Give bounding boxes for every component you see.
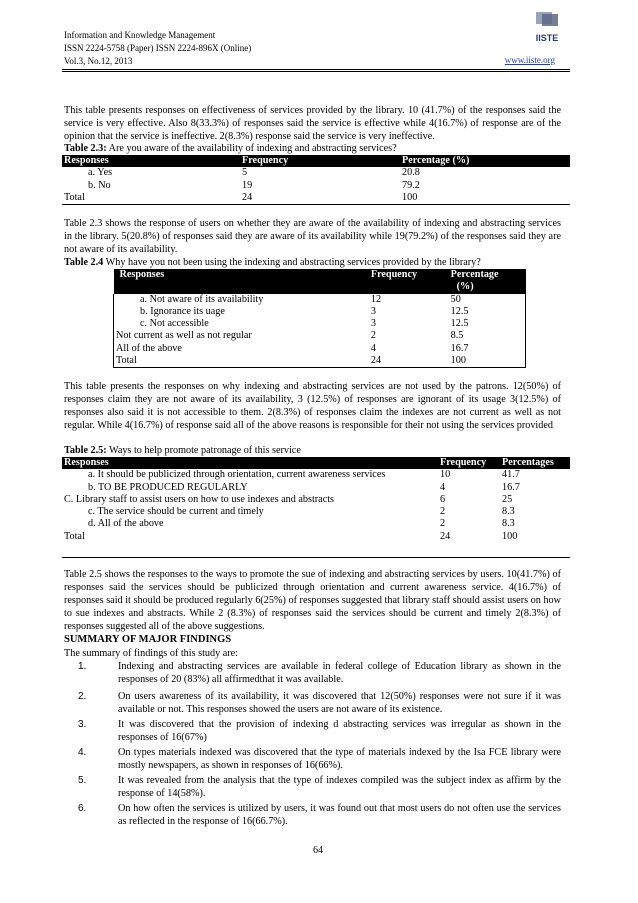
table-row	[62, 494, 570, 506]
list-item	[64, 690, 561, 716]
table-cell: 10	[440, 469, 451, 481]
column-header: Percentage (%)	[400, 155, 570, 167]
table-cell: 20.8	[402, 167, 420, 179]
table-2-3-title: Are you aware of the availability of indexing and abstracting services?	[106, 143, 397, 154]
table-cell: 4	[370, 342, 376, 354]
table-cell: 12	[370, 293, 382, 305]
paragraph-effectiveness: This table presents responses on effectiveness of services provided by the library. 10 (41.7%) of the responses said the service is very effective. Also 8(33.3%) of responses said the service is effective while 4(16.7%) of response are of the opinion that the service is ineffective. 2(8.3%) response said the service is very ineffective.	[64, 105, 561, 143]
table-total-row	[62, 531, 570, 543]
table-cell: 4	[440, 481, 446, 493]
table-cell: a. Not aware of its availability	[140, 293, 264, 305]
list-text: It was discovered that the provision of indexing d abstracting services was irregular as shown in the responses of 16(67%)	[118, 719, 561, 744]
table-cell: c. Not accessible	[140, 318, 209, 330]
table-2-5-label: Table 2.5:	[64, 445, 107, 456]
table-cell: Total	[116, 355, 137, 367]
column-header: Frequency	[240, 155, 400, 167]
list-number: 4.	[78, 747, 87, 758]
header-divider	[62, 69, 570, 70]
table-2-4-caption	[64, 256, 481, 269]
table-cell: b. No	[88, 179, 111, 191]
list-text: Indexing and abstracting services are available in federal college of Education library as shown in the responses of 20 (83%) all affirmedthat it was available.	[118, 661, 561, 686]
list-item	[64, 746, 561, 772]
table-cell: Not current as well as not regular	[116, 330, 252, 342]
table-cell: 100	[402, 191, 418, 203]
page-number: 64	[313, 845, 323, 856]
list-number: 2.	[78, 691, 87, 702]
table-cell: 3	[370, 318, 376, 330]
table-cell: 24	[242, 191, 253, 203]
table-total-row	[114, 355, 526, 368]
table-cell: 12.5	[450, 318, 469, 330]
table-cell: 8.3	[502, 506, 515, 518]
table-cell: c. The service should be current and timely	[88, 506, 264, 518]
table-cell: b. Ignorance its uage	[140, 305, 225, 317]
column-header: Frequency	[369, 269, 449, 294]
table-cell: b. TO BE PRODUCED REGULARLY	[88, 481, 248, 493]
column-header: Responses	[62, 155, 240, 167]
table-cell: 2	[370, 330, 376, 342]
table-2-4	[113, 269, 526, 368]
table-row	[62, 506, 570, 518]
table-2-3	[62, 155, 570, 205]
list-item	[64, 718, 561, 744]
table-2-5	[62, 457, 570, 558]
table-row	[62, 518, 570, 530]
iiste-logo	[532, 10, 562, 46]
table-row	[114, 330, 526, 342]
table-2-5-caption	[64, 444, 301, 457]
table-cell: 16.7	[502, 481, 520, 493]
column-header-percentage	[449, 269, 526, 294]
list-text: On users awareness of its availability, it was discovered that 12(50%) responses were not sure if it was available or not. This responses showed the users are not aware of its existence.	[118, 691, 561, 716]
table-cell: d. All of the above	[88, 518, 164, 530]
table-2-4-title: Why have you not been using the indexing and abstracting services provided by the library?	[103, 257, 481, 268]
table-cell: 5	[242, 167, 248, 179]
column-header-unit: (%)	[456, 281, 474, 293]
table-cell: 100	[502, 530, 518, 542]
column-header: Percentages	[500, 457, 570, 469]
table-cell: 79.2	[402, 179, 420, 191]
table-cell: C. Library staff to assist users on how to use indexes and abstracts	[64, 493, 335, 505]
table-cell: Total	[64, 191, 85, 203]
table-cell: 8.3	[502, 518, 515, 530]
table-2-3-label: Table 2.3:	[64, 143, 107, 154]
paragraph-promotion: Table 2.5 shows the responses to the ways to promote the sue of indexing and abstracting services by users. 10(41.7%) of responses said the services should be publicized through orientation and current awareness service. 4(16.7%) of responses said it should be produced regularly 6(25%) of responses suggested that library staff should assist users on how to sue indexes and abstracts. While 2 (8.3%) of responses said the services should be current and timely 2(8.3%) of responses suggested all of the above suggestions.	[64, 569, 561, 633]
table-cell: a. It should be publicized through orientation, current awareness services	[88, 469, 386, 481]
header-divider-2	[62, 71, 570, 72]
table-row	[114, 318, 526, 330]
list-item	[64, 774, 561, 800]
table-2-3-caption	[64, 142, 397, 155]
table-cell: Total	[64, 530, 85, 542]
list-text: On how often the services is utilized by users, it was found out that most users do not often use the services as reflected in the response of 16(66.7%).	[118, 803, 561, 828]
logo-text: IISTE	[535, 33, 559, 43]
website-link[interactable]: www.iiste.org	[504, 55, 555, 65]
table-cell: 6	[440, 493, 446, 505]
table-total-row	[62, 192, 570, 205]
issn-line: ISSN 2224-5758 (Paper) ISSN 2224-896X (Online)	[64, 43, 252, 53]
table-cell: 100	[450, 355, 466, 367]
volume-line: Vol.3, No.12, 2013	[64, 56, 133, 66]
table-cell: 2	[440, 518, 446, 530]
table-cell: 24	[370, 355, 382, 367]
table-row	[114, 343, 526, 355]
table-row	[62, 482, 570, 494]
table-cell: All of the above	[116, 342, 182, 354]
table-cell: 16.7	[450, 342, 469, 354]
table-cell: 24	[440, 530, 451, 542]
column-header: Frequency	[438, 457, 500, 469]
table-cell: 50	[450, 293, 461, 305]
list-item	[64, 660, 561, 686]
table-2-4-label: Table 2.4	[64, 257, 104, 268]
table-cell: 8.5	[450, 330, 464, 342]
table-cell: 3	[370, 305, 376, 317]
column-header: Responses	[114, 269, 369, 294]
summary-intro: The summary of findings of this study are:	[64, 648, 239, 659]
list-text: On types materials indexed was discovered that the type of materials indexed by the Isa FCE library were mostly newspapers, as shown in responses of 16(66%).	[118, 747, 561, 772]
list-number: 6.	[78, 803, 87, 814]
list-text: It was revealed from the analysis that the type of indexes compiled was the subject index as affirm by the response of 14(58%).	[118, 775, 561, 800]
table-cell: 2	[440, 506, 446, 518]
journal-name: Information and Knowledge Management	[64, 30, 216, 40]
table-row	[114, 294, 526, 306]
table-cell: 25	[502, 493, 513, 505]
table-cell: a. Yes	[88, 167, 113, 179]
table-2-5-title: Ways to help promote patronage of this service	[106, 445, 301, 456]
table-cell: 19	[242, 179, 253, 191]
paragraph-non-usage: This table presents the responses on why indexing and abstracting services are not used by the patrons. 12(50%) of responses claim they are not aware of its availability, 3 (12.5%) of responses are ignorant of its usage 3(12.5%) of responses also said it is not accessible to them. 2(8.3%) of responses claim the indexes are not current as well as not regular. While 4(16.7%) of response said all of the above reasons is responsible for their not using the services provided	[64, 381, 561, 432]
table-row	[62, 469, 570, 481]
list-number: 1.	[78, 661, 87, 672]
table-cell: 12.5	[450, 305, 469, 317]
table-row	[62, 167, 570, 179]
paragraph-awareness: Table 2.3 shows the response of users on whether they are aware of the availability of indexing and abstracting services in the library. 5(20.8%) of responses said they are aware of its availability while 19(79.2%) of the responses said they are not aware of its availability.	[64, 218, 561, 256]
table-cell: 41.7	[502, 469, 520, 481]
list-item	[64, 802, 561, 828]
list-number: 5.	[78, 775, 87, 786]
table-row	[114, 306, 526, 318]
column-header: Responses	[62, 457, 438, 469]
summary-heading: SUMMARY OF MAJOR FINDINGS	[64, 634, 232, 645]
list-number: 3.	[78, 719, 87, 730]
table-row	[62, 180, 570, 192]
column-header: Percentage	[450, 269, 499, 280]
